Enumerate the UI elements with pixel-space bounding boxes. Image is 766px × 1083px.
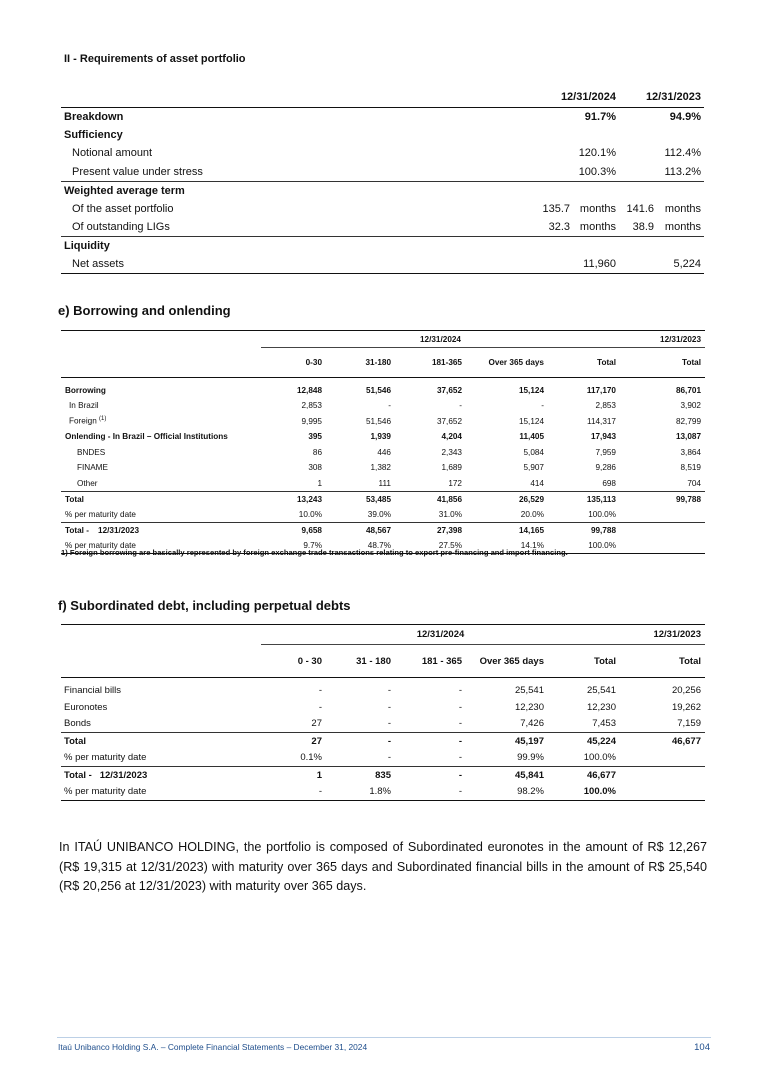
- footnote: 1) Foreign borrowing are basically represented by foreign exchange trade transactions relating to export pre-financing and import financing.: [61, 548, 568, 557]
- group-header-2023: 12/31/2023: [620, 331, 705, 348]
- footnote-ref: (1): [99, 416, 107, 423]
- borrowing-table: [61, 330, 705, 554]
- table-row: Bonds 27 - - 7,426 7,453 7,159: [64, 718, 701, 730]
- subordinated-debt-table: [61, 624, 705, 801]
- table-row: % per maturity date 0.1% - - 99.9% 100.0%: [64, 752, 616, 764]
- table-row: Other 1 111 172 414 698 704: [77, 478, 701, 488]
- present-value-row: Present value under stress 100.3% 113.2%: [72, 165, 701, 178]
- section-ii-title: II - Requirements of asset portfolio: [64, 53, 246, 65]
- group-header-2023: 12/31/2023: [620, 625, 705, 645]
- section-e-title: e) Borrowing and onlending: [58, 303, 231, 318]
- table-row: In Brazil 2,853 - - - 2,853 3,902: [69, 401, 701, 411]
- sufficiency-row: Sufficiency: [64, 128, 123, 141]
- ligs-row: Of outstanding LIGs 32.3 months 38.9 months: [72, 221, 701, 233]
- table-row: Total - 12/31/2023 9,658 48,567 27,398 14,165 99,788: [61, 522, 705, 538]
- breakdown-row: Breakdown 91.7% 94.9%: [64, 110, 701, 123]
- col-header-2024: 12/31/2024: [521, 87, 619, 107]
- asset-portfolio-row: Of the asset portfolio 135.7 months 141.6 months: [72, 202, 701, 215]
- group-header-row: [61, 625, 705, 645]
- column-header-row: 0-30 31-180 181-365 Over 365 days Total Total: [61, 348, 705, 378]
- table-row: Euronotes - - - 12,230 12,230 19,262: [64, 701, 701, 713]
- weighted-row: Weighted average term: [61, 181, 704, 200]
- footer-divider: [57, 1037, 711, 1038]
- net-assets-row: Net assets 11,960 5,224: [61, 255, 704, 274]
- table-row: Total 13,243 53,485 41,856 26,529 135,113 99,788: [61, 491, 705, 507]
- group-header-2024: 12/31/2024: [261, 625, 620, 645]
- table-row: FINAME 308 1,382 1,689 5,907 9,286 8,519: [77, 463, 701, 473]
- table-row: Foreign $^{(1)}$ 9,995 51,546 37,652 15,124 114,317 82,799: [69, 416, 701, 427]
- table-row: Total - 12/31/2023 1 835 - 45,841 46,677: [61, 767, 705, 784]
- page-number: 104: [694, 1042, 710, 1053]
- footer-text: Itaú Unibanco Holding S.A. – Complete Financial Statements – December 31, 2024: [58, 1042, 368, 1052]
- notional-row: Notional amount 120.1% 112.4%: [72, 147, 701, 160]
- liquidity-row: Liquidity: [61, 237, 704, 256]
- table-row: Financial bills - - - 25,541 25,541 20,256: [64, 684, 701, 696]
- group-header-row: [61, 331, 705, 348]
- group-header-2024: 12/31/2024: [261, 331, 620, 348]
- asset-portfolio-table: [61, 87, 704, 274]
- body-paragraph: In ITAÚ UNIBANCO HOLDING, the portfolio is composed of Subordinated euronotes in the amount of R$ 12,267 (R$ 19,315 at 12/31/2023) with maturity over 365 days and Subordinated financial bills in the amount of R$ 25,540 (R$ 20,256 at 12/31/2023) with maturity over 365 days.: [59, 840, 707, 893]
- header-row: [61, 87, 704, 107]
- column-header-row: 0 - 30 31 - 180 181 - 365 Over 365 days Total Total: [61, 645, 705, 678]
- table-row: Onlending - In Brazil – Official Institutions 395 1,939 4,204 11,405 17,943 13,087: [65, 432, 701, 442]
- table-row: % per maturity date - 1.8% - 98.2% 100.0%: [61, 784, 705, 801]
- section-f-title: f) Subordinated debt, including perpetual debts: [58, 598, 351, 613]
- table-row: Borrowing 12,848 51,546 37,652 15,124 117,170 86,701: [65, 385, 701, 395]
- table-row: % per maturity date 10.0% 39.0% 31.0% 20.0% 100.0%: [65, 509, 616, 519]
- table-row: BNDES 86 446 2,343 5,084 7,959 3,864: [77, 447, 701, 457]
- table-row: % per maturity date 9.7% 48.7% 27.5% 14.1% 100.0%: [61, 538, 705, 554]
- col-header-2023: 12/31/2023: [619, 87, 704, 107]
- table-row: Total 27 - - 45,197 45,224 46,677: [61, 733, 705, 750]
